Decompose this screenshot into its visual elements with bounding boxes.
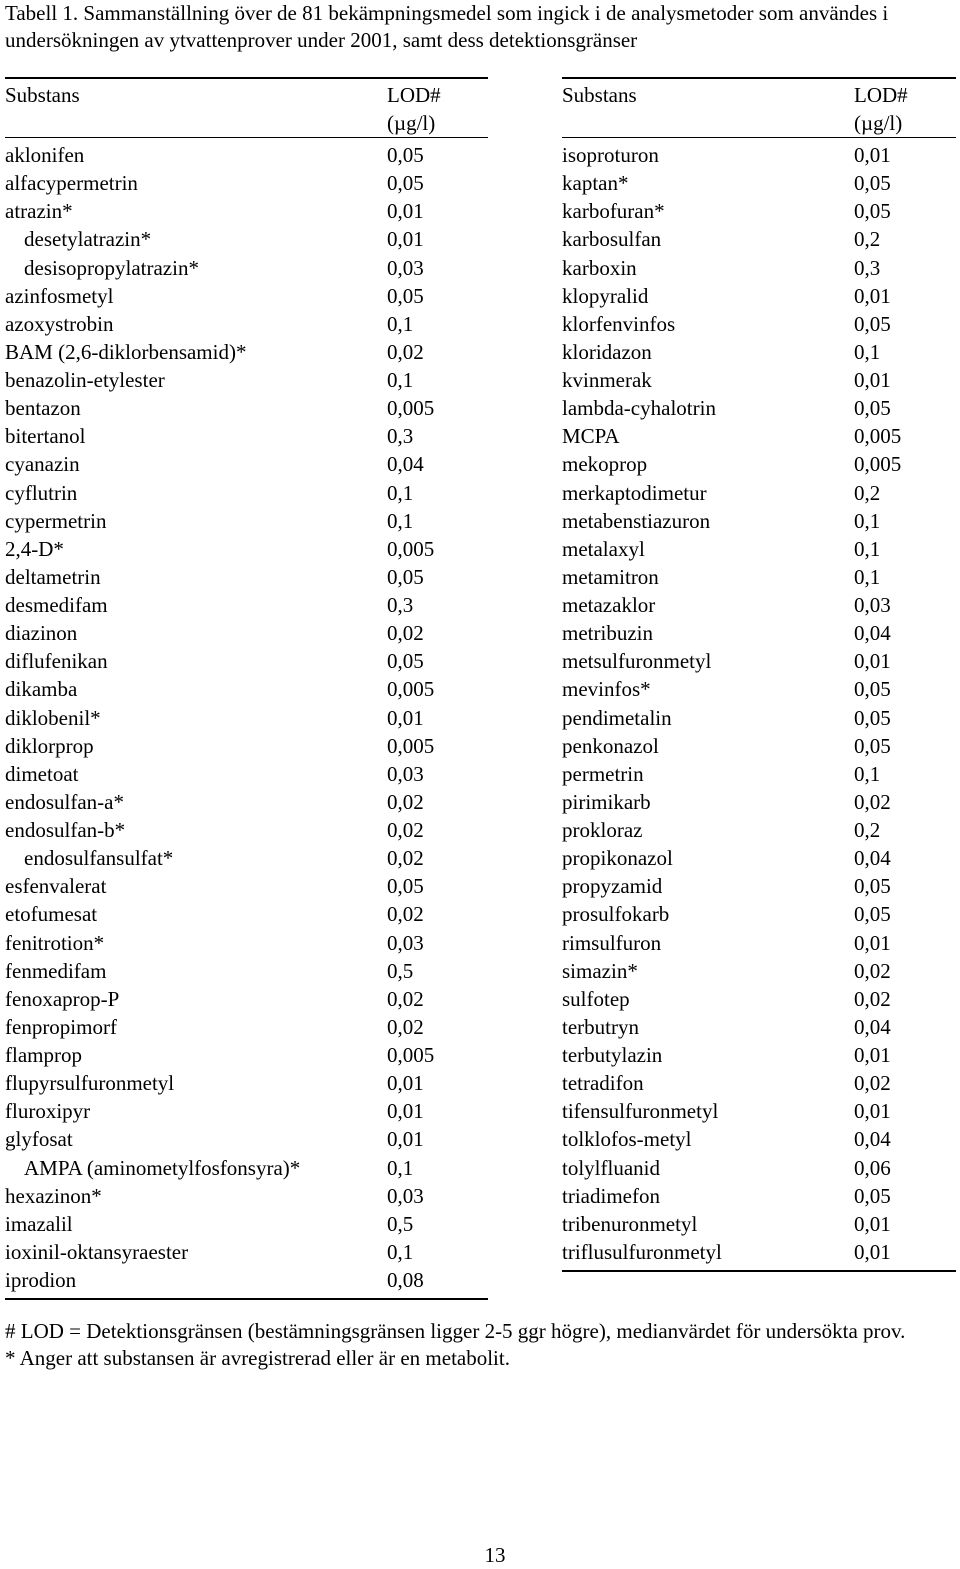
lod-value: 0,005: [387, 1043, 435, 1067]
lod-value: 0,02: [854, 789, 891, 814]
footnote-asterisk: * Anger att substansen är avregistrerad eller är en metabolit.: [5, 1346, 510, 1370]
header-lod: LOD#: [387, 83, 441, 107]
substance-name: metazaklor: [562, 593, 656, 617]
substance-name: esfenvalerat: [5, 874, 107, 899]
substance-name: pendimetalin: [562, 705, 672, 730]
table-row: [562, 422, 956, 450]
table-row: [5, 844, 488, 872]
table-row: [562, 366, 956, 394]
table-row: [5, 254, 488, 282]
table-row: [562, 141, 956, 169]
table-row: [562, 1013, 956, 1041]
lod-value: 0,06: [854, 1155, 891, 1180]
lod-value: 0,02: [387, 339, 424, 364]
substance-name: permetrin: [562, 761, 644, 786]
lod-value: 0,005: [387, 733, 435, 758]
lod-value: 0,5: [387, 1211, 414, 1236]
substance-name: mekoprop: [562, 452, 648, 477]
lod-value: 0,02: [387, 818, 424, 842]
lod-value: 0,1: [387, 508, 414, 533]
table-row: [5, 1125, 488, 1153]
substance-name: dimetoat: [5, 761, 79, 786]
lod-value: 0,04: [854, 846, 891, 871]
table-row: [5, 675, 488, 703]
substance-name: deltametrin: [5, 564, 101, 589]
lod-value: 0,05: [854, 171, 891, 196]
substance-name: fenoxaprop-P: [5, 986, 120, 1011]
lod-value: 0,1: [854, 564, 881, 589]
substance-name: triadimefon: [562, 1183, 660, 1208]
lod-value: 0,01: [854, 1239, 891, 1264]
substance-name: rimsulfuron: [562, 930, 662, 955]
table-row: [562, 563, 956, 591]
substance-name: tetradifon: [562, 1071, 644, 1096]
substance-name: desetylatrazin*: [24, 227, 152, 252]
lod-value: 0,01: [854, 283, 891, 308]
page-number: 13: [484, 1543, 506, 1567]
substance-name: etofumesat: [5, 902, 98, 927]
substance-name: imazalil: [5, 1211, 73, 1236]
table-row: [562, 929, 956, 957]
substance-name: karbofuran*: [562, 199, 665, 224]
lod-value: 0,02: [854, 986, 891, 1011]
lod-value: 0,3: [387, 424, 414, 449]
substance-name: triflusulfuronmetyl: [562, 1239, 722, 1264]
substance-name: diazinon: [5, 621, 78, 646]
substance-name: lambda-cyhalotrin: [562, 396, 716, 421]
substance-name: kloridazon: [562, 339, 652, 364]
header-substance: Substans: [562, 83, 637, 107]
table-row: [562, 535, 956, 563]
table-row: [5, 872, 488, 900]
table-row: [562, 675, 956, 703]
lod-value: 0,01: [387, 227, 424, 252]
table-row: [5, 1097, 488, 1125]
lod-value: 0,05: [387, 649, 424, 674]
table-row: [5, 591, 488, 619]
table-row: [562, 619, 956, 647]
lod-value: 0,1: [387, 1155, 414, 1180]
lod-value: 0,01: [387, 199, 424, 224]
substance-name: endosulfansulfat*: [24, 846, 174, 871]
lod-value: 0,3: [387, 593, 414, 617]
lod-value: 0,05: [387, 171, 424, 196]
table-row: [562, 1182, 956, 1210]
table-row: [562, 872, 956, 900]
table-row: [562, 704, 956, 732]
lod-value: 0,02: [387, 902, 424, 927]
substance-name: BAM (2,6-diklorbensamid)*: [5, 339, 247, 364]
substance-name: AMPA (aminometylfosfonsyra)*: [24, 1155, 301, 1180]
substance-name: bitertanol: [5, 424, 86, 449]
lod-value: 0,005: [854, 452, 902, 477]
table-row: [562, 282, 956, 310]
lod-value: 0,05: [854, 705, 891, 730]
substance-name: flupyrsulfuronmetyl: [5, 1071, 175, 1096]
table-row: [5, 985, 488, 1013]
table-row: [5, 507, 488, 535]
table-row: [5, 535, 488, 563]
substance-name: sulfotep: [562, 986, 630, 1011]
table-row: [5, 450, 488, 478]
lod-value: 0,005: [387, 396, 435, 421]
table-row: [5, 563, 488, 591]
lod-value: 0,01: [387, 705, 424, 730]
lod-value: 0,05: [854, 677, 891, 702]
table-row: [562, 591, 956, 619]
substance-name: karbosulfan: [562, 227, 662, 252]
table-row: [5, 619, 488, 647]
table-row: [5, 394, 488, 422]
lod-value: 0,1: [854, 761, 881, 786]
substance-name: cypermetrin: [5, 508, 107, 533]
lod-value: 0,05: [854, 396, 891, 421]
substance-name: isoproturon: [562, 143, 659, 167]
lod-value: 0,1: [854, 339, 881, 364]
lod-value: 0,05: [854, 311, 891, 336]
table-row: [5, 225, 488, 253]
header-substance: Substans: [5, 83, 80, 107]
table-row: [562, 1069, 956, 1097]
table-row: [562, 479, 956, 507]
table-row: [5, 1154, 488, 1182]
table-row: [5, 816, 488, 844]
lod-value: 0,1: [387, 368, 414, 392]
lod-value: 0,04: [854, 1014, 891, 1039]
substance-name: fenmedifam: [5, 958, 107, 983]
lod-value: 0,01: [387, 1071, 424, 1096]
substance-name: diflufenikan: [5, 649, 108, 674]
substance-name: mevinfos*: [562, 677, 651, 702]
lod-value: 0,01: [854, 930, 891, 955]
lod-value: 0,03: [387, 255, 424, 280]
substance-name: merkaptodimetur: [562, 480, 707, 505]
table-row: [5, 1266, 488, 1294]
table-row: [5, 1041, 488, 1069]
substance-name: tribenuronmetyl: [562, 1211, 698, 1236]
substance-name: metsulfuronmetyl: [562, 649, 712, 674]
table-row: [562, 169, 956, 197]
substance-name: benazolin-etylester: [5, 368, 165, 392]
substance-name: propikonazol: [562, 846, 673, 871]
table-row: [5, 929, 488, 957]
footnote-lod: # LOD = Detektionsgränsen (bestämningsgränsen ligger 2-5 ggr högre), medianvärdet för undersökta prov.: [5, 1319, 906, 1343]
table-row: [5, 647, 488, 675]
lod-value: 0,3: [854, 255, 881, 280]
table-row: [562, 1097, 956, 1125]
lod-value: 0,05: [387, 564, 424, 589]
substance-name: desisopropylatrazin*: [24, 255, 199, 280]
substance-name: simazin*: [562, 958, 638, 983]
substance-name: iprodion: [5, 1268, 77, 1292]
substance-name: 2,4-D*: [5, 536, 64, 561]
table-row: [562, 816, 956, 844]
substance-name: diklobenil*: [5, 705, 101, 730]
substance-name: glyfosat: [5, 1127, 73, 1152]
lod-value: 0,01: [854, 649, 891, 674]
lod-value: 0,02: [854, 1071, 891, 1096]
table-row: [562, 1041, 956, 1069]
lod-value: 0,1: [854, 508, 881, 533]
table-body-left: [5, 138, 488, 1298]
lod-value: 0,2: [854, 480, 881, 505]
table-row: [562, 1210, 956, 1238]
lod-value: 0,01: [387, 1099, 424, 1124]
table-header-right: [562, 79, 956, 138]
substance-name: prosulfokarb: [562, 902, 670, 927]
table-row: [5, 366, 488, 394]
lod-value: 0,02: [387, 846, 424, 871]
substance-name: kvinmerak: [562, 368, 652, 392]
lod-value: 0,05: [854, 874, 891, 899]
lod-value: 0,01: [854, 368, 891, 392]
lod-value: 0,04: [854, 1127, 891, 1152]
table-row: [562, 254, 956, 282]
lod-value: 0,02: [387, 789, 424, 814]
table-row: [5, 704, 488, 732]
table-row: [562, 507, 956, 535]
table-row: [562, 844, 956, 872]
table-row: [562, 985, 956, 1013]
header-unit: (µg/l): [854, 111, 903, 135]
substance-name: tolylfluanid: [562, 1155, 660, 1180]
substance-name: endosulfan-a*: [5, 789, 124, 814]
table-row: [562, 1238, 956, 1266]
substance-name: klopyralid: [562, 283, 649, 308]
lod-value: 0,05: [854, 199, 891, 224]
lod-value: 0,005: [387, 536, 435, 561]
lod-value: 0,1: [854, 536, 881, 561]
lod-value: 0,04: [854, 621, 891, 646]
substance-name: azinfosmetyl: [5, 283, 114, 308]
lod-value: 0,05: [387, 874, 424, 899]
substance-table-right: [562, 77, 956, 1272]
substance-name: metribuzin: [562, 621, 653, 646]
lod-value: 0,02: [854, 958, 891, 983]
substance-name: metamitron: [562, 564, 659, 589]
table-row: [562, 732, 956, 760]
lod-value: 0,01: [854, 1099, 891, 1124]
lod-value: 0,01: [854, 1211, 891, 1236]
substance-name: MCPA: [562, 424, 620, 449]
substance-name: tolklofos-metyl: [562, 1127, 692, 1152]
substance-name: terbutryn: [562, 1014, 639, 1039]
lod-value: 0,2: [854, 818, 881, 842]
lod-value: 0,05: [854, 902, 891, 927]
table-row: [562, 957, 956, 985]
substance-name: fenpropimorf: [5, 1014, 117, 1039]
lod-value: 0,5: [387, 958, 414, 983]
table-row: [562, 1125, 956, 1153]
lod-value: 0,01: [854, 143, 891, 167]
substance-name: aklonifen: [5, 143, 85, 167]
substance-name: prokloraz: [562, 818, 643, 842]
table-row: [562, 197, 956, 225]
lod-value: 0,2: [854, 227, 881, 252]
table-row: [5, 1182, 488, 1210]
table-row: [562, 394, 956, 422]
table-row: [5, 338, 488, 366]
table-row: [5, 479, 488, 507]
substance-name: diklorprop: [5, 733, 94, 758]
substance-name: dikamba: [5, 677, 78, 702]
substance-name: propyzamid: [562, 874, 663, 899]
substance-name: metabenstiazuron: [562, 508, 711, 533]
substance-name: cyflutrin: [5, 480, 78, 505]
table-row: [5, 900, 488, 928]
table-row: [5, 422, 488, 450]
table-row: [562, 225, 956, 253]
substance-name: hexazinon*: [5, 1183, 102, 1208]
table-row: [5, 169, 488, 197]
table-caption: Tabell 1. Sammanställning över de 81 bekämpningsmedel som ingick i de analysmetoder som användes i undersökningen av ytvattenprover under 2001, samt dess detektionsgränser: [5, 1, 889, 52]
substance-name: ioxinil-oktansyraester: [5, 1239, 189, 1264]
table-row: [562, 450, 956, 478]
lod-value: 0,1: [387, 311, 414, 336]
header-lod: LOD#: [854, 83, 908, 107]
table-row: [5, 310, 488, 338]
lod-value: 0,05: [387, 283, 424, 308]
substance-name: klorfenvinfos: [562, 311, 676, 336]
lod-value: 0,01: [387, 1127, 424, 1152]
substance-name: karboxin: [562, 255, 637, 280]
lod-value: 0,08: [387, 1268, 424, 1292]
table-row: [5, 760, 488, 788]
table-row: [5, 197, 488, 225]
substance-name: tifensulfuronmetyl: [562, 1099, 719, 1124]
table-row: [562, 788, 956, 816]
substance-name: flamprop: [5, 1043, 82, 1067]
lod-value: 0,05: [854, 1183, 891, 1208]
lod-value: 0,04: [387, 452, 424, 477]
substance-name: kaptan*: [562, 171, 629, 196]
table-body-right: [562, 138, 956, 1270]
substance-name: pirimikarb: [562, 789, 651, 814]
table-row: [562, 338, 956, 366]
lod-value: 0,05: [854, 733, 891, 758]
substance-name: metalaxyl: [562, 536, 645, 561]
lod-value: 0,02: [387, 986, 424, 1011]
lod-value: 0,01: [854, 1043, 891, 1067]
lod-value: 0,03: [854, 593, 891, 617]
substance-name: fluroxipyr: [5, 1099, 91, 1124]
substance-name: terbutylazin: [562, 1043, 663, 1067]
lod-value: 0,02: [387, 621, 424, 646]
substance-name: bentazon: [5, 396, 81, 421]
lod-value: 0,1: [387, 1239, 414, 1264]
substance-name: desmedifam: [5, 593, 108, 617]
table-header-left: [5, 79, 488, 138]
table-row: [5, 1013, 488, 1041]
substance-name: atrazin*: [5, 199, 73, 224]
table-row: [5, 1210, 488, 1238]
table-row: [5, 1238, 488, 1266]
table-row: [562, 760, 956, 788]
lod-value: 0,1: [387, 480, 414, 505]
footnotes: [5, 1318, 945, 1372]
substance-name: penkonazol: [562, 733, 659, 758]
lod-value: 0,03: [387, 930, 424, 955]
substance-table-left: [5, 77, 488, 1300]
table-row: [562, 900, 956, 928]
substance-name: cyanazin: [5, 452, 80, 477]
table-row: [562, 310, 956, 338]
table-row: [562, 647, 956, 675]
table-row: [5, 788, 488, 816]
header-unit: (µg/l): [387, 111, 436, 135]
lod-value: 0,005: [387, 677, 435, 702]
substance-name: fenitrotion*: [5, 930, 105, 955]
substance-name: alfacypermetrin: [5, 171, 138, 196]
table-row: [5, 957, 488, 985]
substance-name: azoxystrobin: [5, 311, 114, 336]
table-row: [5, 732, 488, 760]
table-row: [5, 141, 488, 169]
table-row: [5, 282, 488, 310]
lod-value: 0,05: [387, 143, 424, 167]
lod-value: 0,02: [387, 1014, 424, 1039]
lod-value: 0,03: [387, 1183, 424, 1208]
table-row: [562, 1154, 956, 1182]
table-row: [5, 1069, 488, 1097]
lod-value: 0,03: [387, 761, 424, 786]
lod-value: 0,005: [854, 424, 902, 449]
substance-name: endosulfan-b*: [5, 818, 126, 842]
